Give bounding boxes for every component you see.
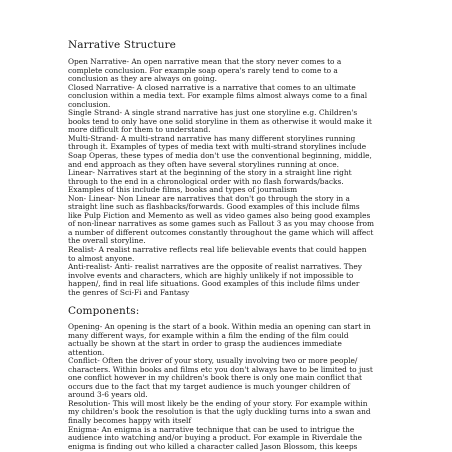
text-line: attention. [68, 348, 105, 357]
text-line: of non-linear narratives as some games such as Fallout 3 as you may choose from [68, 220, 374, 229]
text-line: and end approach as they often have several storylines running at once. [68, 160, 339, 169]
text-line: Soap Operas, these types of media don't use the conventional beginning, middle, [68, 152, 372, 161]
text-line: conclusion as they are always on going. [68, 75, 217, 84]
text-line: involve events and characters, which are highly unlikely if not impossible to [68, 271, 354, 280]
components-definitions [68, 323, 398, 451]
text-line: books tend to only have one solid storyline in them as otherwise it would make it [68, 117, 372, 126]
text-line: finally becomes happy with itself [68, 417, 192, 426]
text-line: around 3-6 years old. [68, 391, 148, 400]
text-line: Single Strand- A single strand narrative has just one storyline e.g. Children's [68, 109, 358, 118]
text-line: complete conclusion. For example soap opera's rarely tend to come to a [68, 66, 338, 75]
narrative-definitions [68, 58, 398, 297]
text-line: Closed Narrative- A closed narrative is a narrative that comes to an ultimate [68, 83, 356, 92]
text-line: more difficult for them to understand. [68, 126, 211, 135]
text-line: through to the end in a chronological order with no flash forwards/backs. [68, 177, 344, 186]
text-line: Open Narrative- An open narrative mean that the story never comes to a [68, 58, 342, 66]
text-line: Linear- Narratives start at the beginning of the story in a straight line right [68, 169, 352, 178]
text-line: one conflict however in my children's book there is only one main conflict that [68, 374, 363, 383]
text-line: through it. Examples of types of media text with multi-strand storylines include [68, 143, 367, 152]
text-line: Enigma- An enigma is a narrative technique that can be used to intrigue the [68, 425, 355, 434]
text-line: Multi-Strand- A multi-strand narrative has many different storylines running [68, 134, 356, 143]
text-line: Non- Linear- Non Linear are narratives that don't go through the story in a [68, 194, 350, 203]
text-line: happen/, find in real life situations. Good examples of this include films under [68, 280, 360, 289]
text-line: Realist- A realist narrative reflects real life believable events that could happen [68, 246, 367, 255]
text-line: characters. Within books and films etc you don't always have to be limited to just [68, 365, 373, 374]
text-line: Conflict- Often the driver of your story, usually involving two or more people/ [68, 357, 358, 366]
text-line: the genres of Sci-Fi and Fantasy [68, 288, 190, 297]
text-line: a number of different outcomes constantly throughout the game which will affect [68, 228, 374, 237]
text-line: straight line such as flashbacks/forwards. Good examples of this include films [68, 203, 360, 212]
text-line: occurs due to the fact that my target audience is much younger children of [68, 382, 350, 391]
components-heading: Components: [68, 305, 140, 317]
text-line: conclusion. [68, 100, 111, 109]
text-line: my children's book the resolution is that the ugly duckling turns into a swan and [68, 408, 371, 417]
text-line: Examples of this include films, books and types of journalism [68, 186, 298, 195]
text-line: Opening- An opening is the start of a book. Within media an opening can start in [68, 323, 371, 331]
text-line: actually be shown at the start in order to grasp the audiences immediate [68, 340, 342, 349]
text-line: enigma is finding out who killed a character called Jason Blossom, this keeps [68, 442, 358, 451]
text-line: many different ways, for example within a film the ending of the film could [68, 331, 349, 340]
text-line: conclusion within a media text. For example films almost always come to a final [68, 92, 368, 101]
page-title: Narrative Structure [68, 39, 176, 51]
text-line: audience into watching and/or buying a product. For example in Riverdale the [68, 434, 362, 443]
text-line: the overall storyline. [68, 237, 146, 246]
text-line: like Pulp Fiction and Memento as well as video games also being good examples [68, 211, 371, 220]
text-line: Resolution- This will most likely be the ending of your story. For example within [68, 399, 368, 408]
text-line: Anti-realist- Anti- realist narratives are the opposite of realist narratives. They [68, 263, 362, 272]
text-line: to almost anyone. [68, 254, 135, 263]
